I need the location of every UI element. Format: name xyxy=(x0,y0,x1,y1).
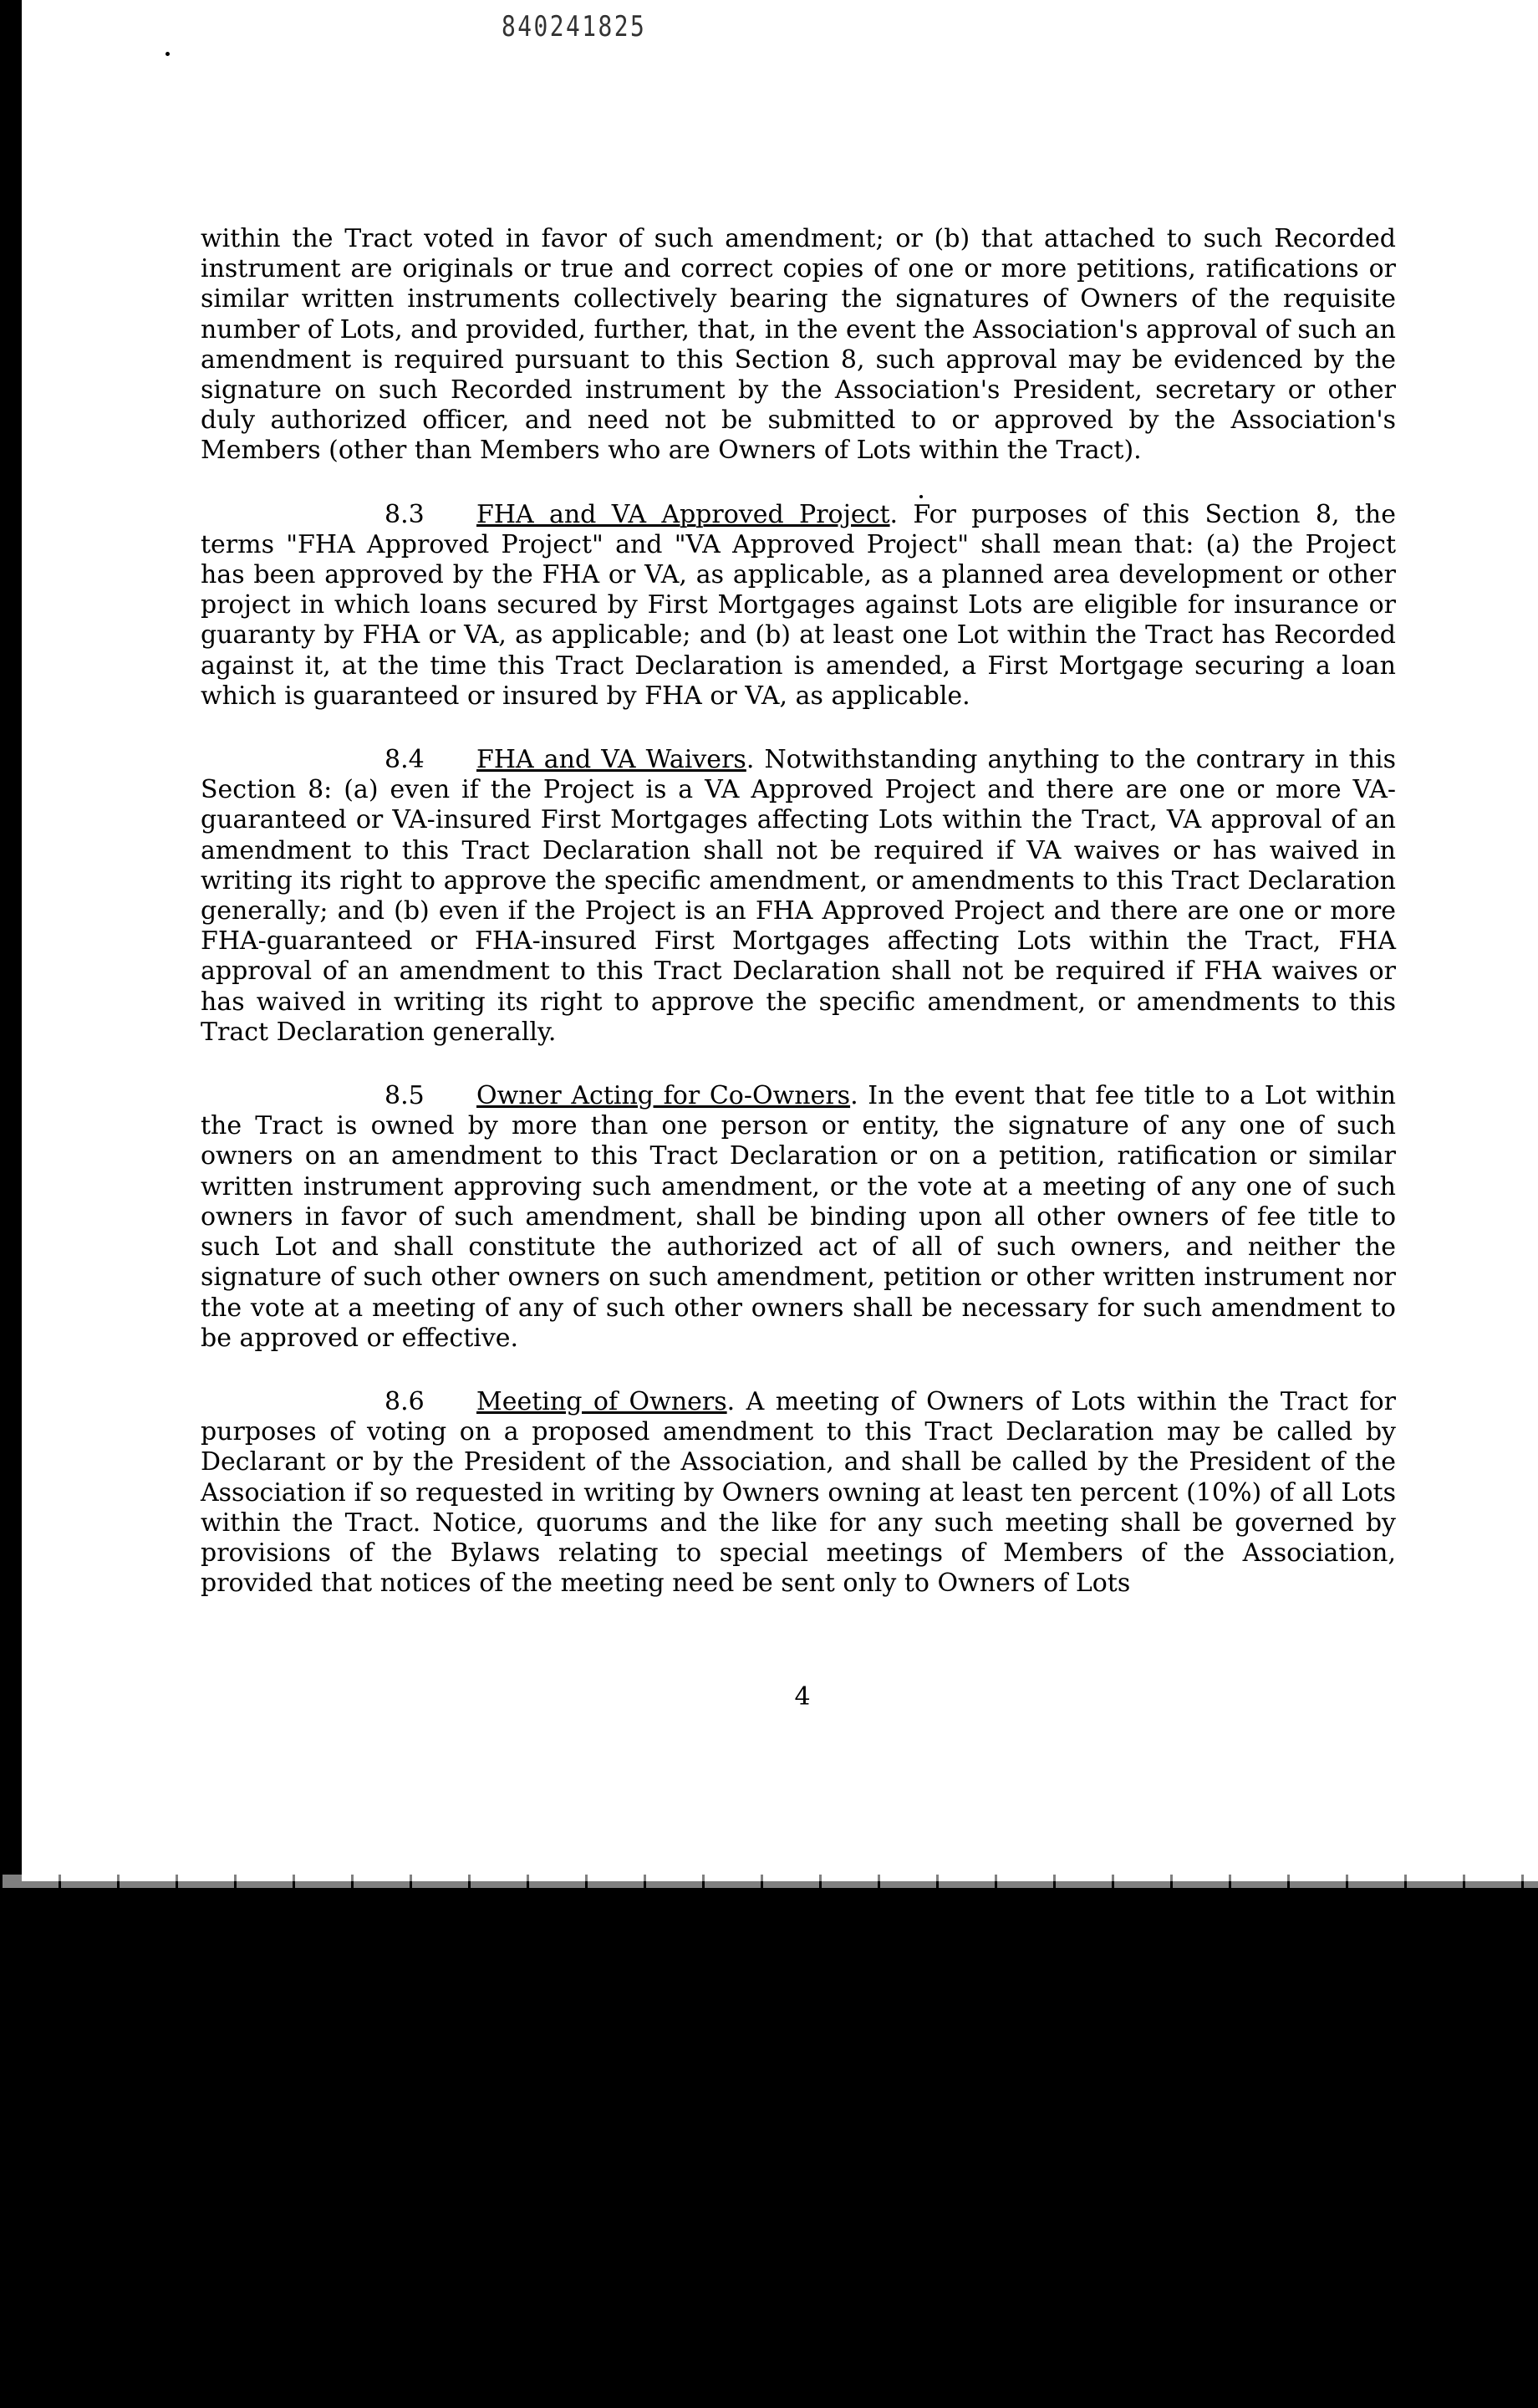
scan-speck xyxy=(7,1381,13,1385)
section-number: 8.5 xyxy=(384,1081,425,1111)
scan-noise-band xyxy=(0,1875,1538,1888)
section-heading: Owner Acting for Co-Owners xyxy=(476,1081,851,1111)
section-text: For purposes of this Section 8, the terms "FHA Approved Project" and "VA Approved Project" shall mean that: (a) the Project has been approved by the FHA or VA, as applicable, as a planned area development or other project in which loans secured by First Mortgages against Lots are eligible for insurance or guaranty by FHA or VA, as applicable; and (b) at least one Lot within the Tract has Recorded against it, at the time this Tract Declaration is amended, a First Mortgage securing a loan which is guaranteed or insured by FHA or VA, as applicable. xyxy=(201,499,1397,711)
section-number: 8.3 xyxy=(384,499,425,529)
paragraph-text: within the Tract voted in favor of such amendment; or (b) that attached to such Recorded instrument are originals or true and correct copies of one or more petitions, ratifications or similar written instruments collectively bearing the signatures of Owners of the requisite number of Lots, and provided, further, that, in the event the Association's approval of such an amendment is required pursuant to this Section 8, such approval may be evidenced by the signature on such Recorded instrument by the Association's President, secretary or other duly authorized officer, and need not be submitted to or approved by the Association's Members (other than Members who are Owners of Lots within the Tract). xyxy=(201,224,1396,466)
section-8-3: 8.3 FHA and VA Approved Project. For purposes of this Section 8, the terms "FHA Approved Project" and "VA Approved Project" shall mean that: (a) the Project has been approved by the FHA or VA, as applicable, as a planned area development or other project in which loans secured by First Mortgages against Lots are eligible for insurance or guaranty by FHA or VA, as applicable; and (b) at least one Lot within the Tract has Recorded against it, at the time this Tract Declaration is amended, a First Mortgage securing a loan which is guaranteed or insured by FHA or VA, as applicable. xyxy=(201,499,1397,711)
document-body xyxy=(201,224,1396,1599)
section-8-4: 8.4 FHA and VA Waivers. Notwithstanding anything to the contrary in this Section 8: (a) even if the Project is a VA Approved Project and there are one or more VA-guaranteed or VA-insured First Mortgages affecting Lots within the Tract, VA approval of an amendment to this Tract Declaration shall not be required if VA waives or has waived in writing its right to approve the specific amendment, or amendments to this Tract Declaration generally; and (b) even if the Project is an FHA Approved Project and there are one or more FHA-guaranteed or FHA-insured First Mortgages affecting Lots within the Tract, FHA approval of an amendment to this Tract Declaration shall not be required if FHA waives or has waived in writing its right to approve the specific amendment, or amendments to this Tract Declaration generally. xyxy=(201,745,1397,1047)
section-heading: FHA and VA Waivers xyxy=(476,745,746,775)
scan-speck xyxy=(166,52,170,56)
section-number: 8.4 xyxy=(384,745,425,775)
section-text: Notwithstanding anything to the contrary in this Section 8: (a) even if the Project is a VA Approved Project and there are one or more VA-guaranteed or VA-insured First Mortgages affecting Lots within the Tract, VA approval of an amendment to this Tract Declaration shall not be required if VA waives or has waived in writing its right to approve the specific amendment, or amendments to this Tract Declaration generally; and (b) even if the Project is an FHA Approved Project and there are one or more FHA-guaranteed or FHA-insured First Mortgages affecting Lots within the Tract, FHA approval of an amendment to this Tract Declaration shall not be required if FHA waives or has waived in writing its right to approve the specific amendment, or amendments to this Tract Declaration generally. xyxy=(201,745,1397,1047)
section-8-5: 8.5 Owner Acting for Co-Owners. In the event that fee title to a Lot within the Tract is owned by more than one person or entity, the signature of any one of such owners on an amendment to this Tract Declaration or on a petition, ratification or similar written instrument approving such amendment, or the vote at a meeting of any one of such owners in favor of such amendment, shall be binding upon all other owners of fee title to such Lot and shall constitute the authorized act of all of such owners, and neither the signature of such other owners on such amendment, petition or other written instrument nor the vote at a meeting of any of such other owners shall be necessary for such amendment to be approved or effective. xyxy=(201,1081,1396,1353)
section-8-6: 8.6 Meeting of Owners. A meeting of Owners of Lots within the Tract for purposes of voting on a proposed amendment to this Tract Declaration may be called by Declarant or by the President of the Association, and shall be called by the President of the Association if so requested in writing by Owners owning at least ten percent (10%) of all Lots within the Tract. Notice, quorums and the like for any such meeting shall be governed by provisions of the Bylaws relating to special meetings of Members of the Association, provided that notices of the meeting need be sent only to Owners of Lots xyxy=(201,1386,1396,1599)
section-number: 8.6 xyxy=(384,1386,425,1416)
section-text: In the event that fee title to a Lot within the Tract is owned by more than one person or entity, the signature of any one of such owners on an amendment to this Tract Declaration or on a petition, ratification or similar written instrument approving such amendment, or the vote at a meeting of any one of such owners in favor of such amendment, shall be binding upon all other owners of fee title to such Lot and shall constitute the authorized act of all of such owners, and neither the signature of such other owners on such amendment, petition or other written instrument nor the vote at a meeting of any of such other owners shall be necessary for such amendment to be approved or effective. xyxy=(201,1081,1396,1353)
page-number: 4 xyxy=(794,1682,811,1712)
section-heading: Meeting of Owners xyxy=(476,1386,727,1416)
section-text: A meeting of Owners of Lots within the Tract for purposes of voting on a proposed amendment to this Tract Declaration may be called by Declarant or by the President of the Association, and shall be called by the President of the Association if so requested in writing by Owners owning at least ten percent (10%) of all Lots within the Tract. Notice, quorums and the like for any such meeting shall be governed by provisions of the Bylaws relating to special meetings of Members of the Association, provided that notices of the meeting need be sent only to Owners of Lots xyxy=(201,1386,1396,1599)
document-stamp: 840241825 xyxy=(502,10,647,43)
paragraph-continuation xyxy=(201,224,1396,467)
section-heading: FHA and VA Approved Project xyxy=(476,499,890,529)
scan-border xyxy=(0,0,22,1881)
